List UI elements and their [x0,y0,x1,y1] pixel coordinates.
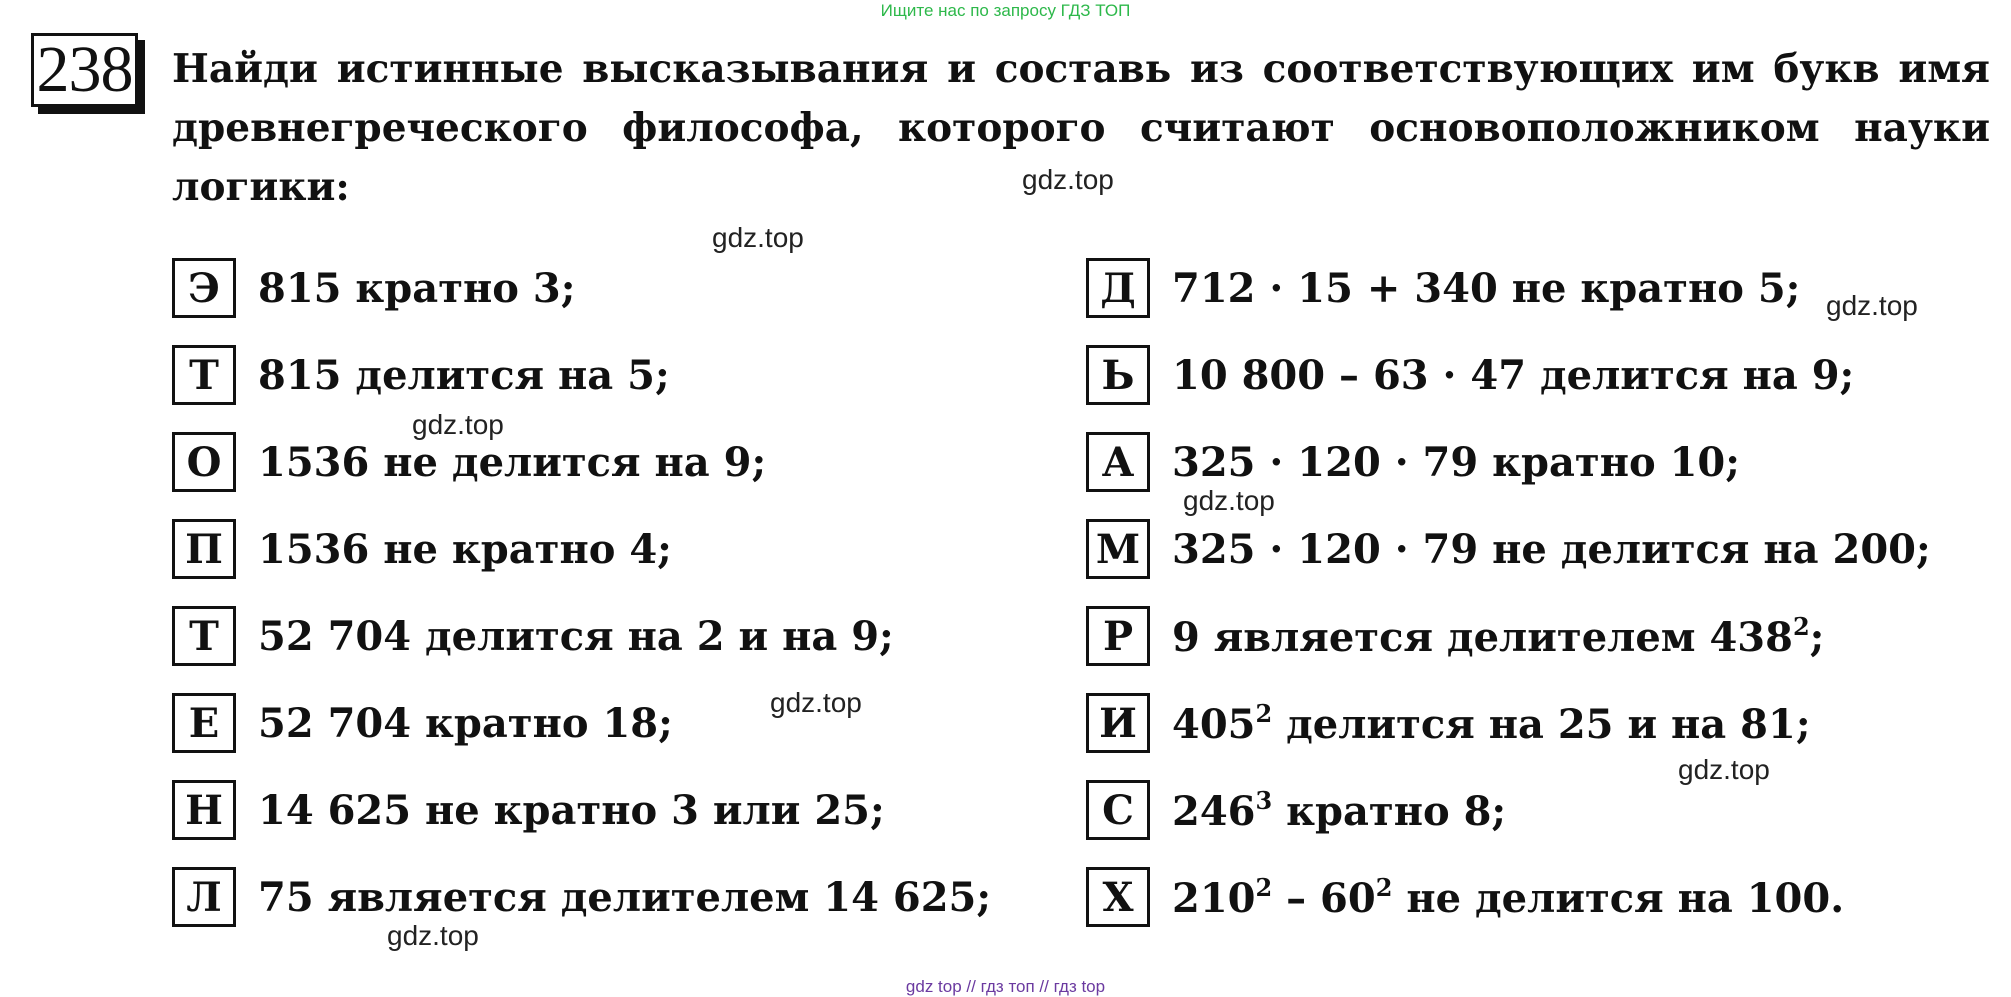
statement: $210^2 - 60^2$ не делится на 100. [1172,872,1845,922]
statement: 325 · 120 · 79 не делится на 200; [1172,525,1931,573]
list-item [172,516,672,582]
statement: 52 704 делится на 2 и на 9; [258,612,894,660]
letter-box: Д [1086,258,1150,318]
letter-box: А [1086,432,1150,492]
letter-box: Н [172,780,236,840]
watermark: gdz.top [1022,164,1114,195]
statement: $405^2$ делится на 25 и на 81; [1172,698,1811,748]
statement: $246^3$ кратно 8; [1172,785,1507,835]
watermark: gdz.top [1678,754,1770,785]
list-item [1086,777,1506,843]
statement: 325 · 120 · 79 кратно 10; [1172,438,1741,486]
list-item [172,603,894,669]
letter-box: Э [172,258,236,318]
watermark: gdz.top [412,409,504,440]
letter-box: Х [1086,867,1150,927]
list-item [172,690,673,756]
letter-box: Л [172,867,236,927]
letter-box: Т [172,345,236,405]
statement: 9 является делителем $438^2$; [1172,611,1825,661]
letter-box: П [172,519,236,579]
task-text: Найди истинные высказывания и составь из соответствующих им букв имя древнегреческого философа, которого считают основоположником науки логики: [172,46,1990,210]
watermark: gdz.top [387,920,479,951]
task-number: 238 [31,33,138,107]
list-item [172,864,991,930]
statement: 75 является делителем 14 625; [258,873,992,921]
watermark: gdz.top [770,687,862,718]
list-item [1086,255,1800,321]
list-item [1086,342,1854,408]
statement: 815 кратно 3; [258,264,576,312]
statement: 712 · 15 + 340 не кратно 5; [1172,264,1801,312]
letter-box: Т [172,606,236,666]
letter-box: Е [172,693,236,753]
footer-watermark: gdz top // гдз топ // гдз top [905,977,1106,996]
list-item [1086,690,1811,756]
letter-box: И [1086,693,1150,753]
statement: 815 делится на 5; [258,351,670,399]
watermark: gdz.top [1826,290,1918,321]
letter-box: О [172,432,236,492]
statement: 1536 не кратно 4; [258,525,672,573]
letter-box: С [1086,780,1150,840]
letter-box: Ь [1086,345,1150,405]
list-item [172,255,575,321]
watermark: gdz.top [712,222,804,253]
statement: 14 625 не кратно 3 или 25; [258,786,885,834]
letter-box: М [1086,519,1150,579]
list-item [172,777,885,843]
list-item [172,342,670,408]
list-item [1086,516,1931,582]
statement: 1536 не делится на 9; [258,438,767,486]
watermark: gdz.top [1183,485,1275,516]
statement: 10 800 – 63 · 47 делится на 9; [1172,351,1855,399]
statement: 52 704 кратно 18; [258,699,673,747]
list-item [1086,864,1844,930]
search-banner: Ищите нас по запросу ГДЗ ТОП [880,1,1131,20]
letter-box: Р [1086,606,1150,666]
list-item [1086,603,1824,669]
